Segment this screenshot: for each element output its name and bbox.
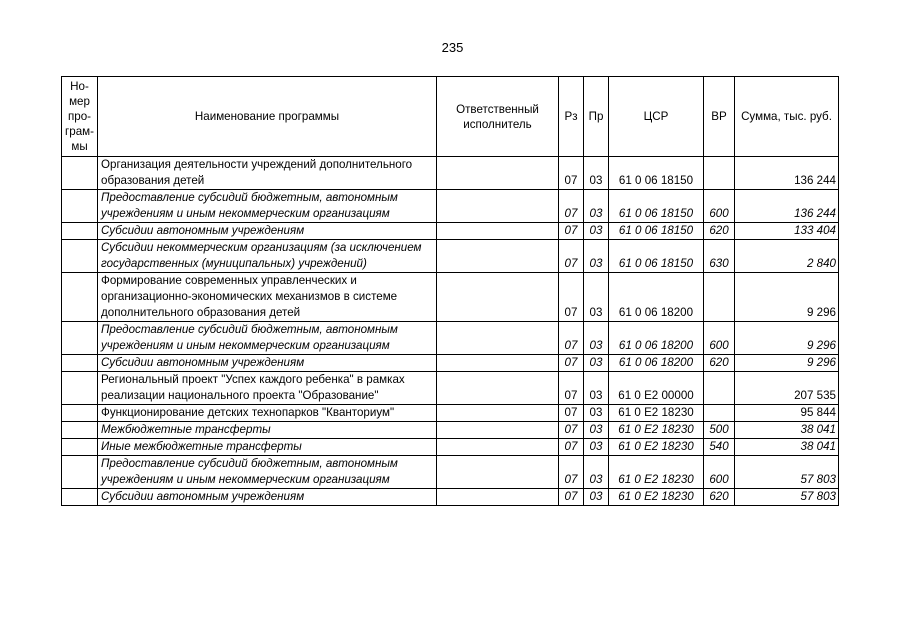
table-row [62, 273, 839, 322]
vr-cell: 600 [704, 456, 735, 489]
table-row [62, 456, 839, 489]
rz-cell: 07 [559, 456, 584, 489]
table-row [62, 355, 839, 372]
csr-cell: 61 0 06 18200 [609, 355, 704, 372]
pr-cell: 03 [584, 372, 609, 405]
pr-cell: 03 [584, 240, 609, 273]
header-vr: ВР [704, 77, 735, 157]
pr-cell: 03 [584, 405, 609, 422]
table-row [62, 422, 839, 439]
sum-cell: 136 244 [735, 190, 839, 223]
rz-cell: 07 [559, 372, 584, 405]
program-name-cell: Субсидии автономным учреждениям [98, 489, 437, 506]
program-number-cell [62, 439, 98, 456]
program-name-cell: Предоставление субсидий бюджетным, автономным учреждениям и иным некоммерческим организациям [98, 190, 437, 223]
budget-table [61, 76, 839, 506]
program-name-cell: Предоставление субсидий бюджетным, автономным учреждениям и иным некоммерческим организациям [98, 322, 437, 355]
program-number-cell [62, 273, 98, 322]
rz-cell: 07 [559, 422, 584, 439]
program-name-cell: Организация деятельности учреждений дополнительного образования детей [98, 157, 437, 190]
vr-cell: 630 [704, 240, 735, 273]
program-name-cell: Субсидии автономным учреждениям [98, 223, 437, 240]
program-name-cell: Формирование современных управленческих и организационно-экономических механизмов в системе дополнительного образования детей [98, 273, 437, 322]
program-number-cell [62, 422, 98, 439]
csr-cell: 61 0 06 18150 [609, 240, 704, 273]
vr-cell: 540 [704, 439, 735, 456]
header-program-name: Наименование программы [98, 77, 437, 157]
responsible-cell [437, 190, 559, 223]
table-body [62, 157, 839, 506]
sum-cell: 38 041 [735, 422, 839, 439]
csr-cell: 61 0 E2 18230 [609, 405, 704, 422]
pr-cell: 03 [584, 439, 609, 456]
table-row [62, 157, 839, 190]
header-responsible: Ответственный исполнитель [437, 77, 559, 157]
rz-cell: 07 [559, 273, 584, 322]
sum-cell: 136 244 [735, 157, 839, 190]
vr-cell: 620 [704, 223, 735, 240]
sum-cell: 133 404 [735, 223, 839, 240]
sum-cell: 57 803 [735, 489, 839, 506]
vr-cell [704, 157, 735, 190]
sum-cell: 95 844 [735, 405, 839, 422]
sum-cell: 38 041 [735, 439, 839, 456]
table-row [62, 322, 839, 355]
responsible-cell [437, 372, 559, 405]
table-row [62, 489, 839, 506]
table-row [62, 405, 839, 422]
pr-cell: 03 [584, 322, 609, 355]
program-number-cell [62, 456, 98, 489]
responsible-cell [437, 355, 559, 372]
rz-cell: 07 [559, 489, 584, 506]
rz-cell: 07 [559, 157, 584, 190]
header-sum: Сумма, тыс. руб. [735, 77, 839, 157]
program-name-cell: Иные межбюджетные трансферты [98, 439, 437, 456]
rz-cell: 07 [559, 355, 584, 372]
vr-cell [704, 273, 735, 322]
table-row [62, 439, 839, 456]
sum-cell: 207 535 [735, 372, 839, 405]
program-number-cell [62, 157, 98, 190]
csr-cell: 61 0 06 18200 [609, 322, 704, 355]
table-row [62, 223, 839, 240]
csr-cell: 61 0 E2 18230 [609, 439, 704, 456]
program-number-cell [62, 223, 98, 240]
program-name-cell: Функционирование детских технопарков "Кванториум" [98, 405, 437, 422]
program-number-cell [62, 240, 98, 273]
rz-cell: 07 [559, 405, 584, 422]
responsible-cell [437, 422, 559, 439]
responsible-cell [437, 489, 559, 506]
program-name-cell: Региональный проект "Успех каждого ребенка" в рамках реализации национального проекта "Образование" [98, 372, 437, 405]
table-row [62, 372, 839, 405]
responsible-cell [437, 439, 559, 456]
vr-cell: 500 [704, 422, 735, 439]
csr-cell: 61 0 06 18150 [609, 157, 704, 190]
sum-cell: 2 840 [735, 240, 839, 273]
rz-cell: 07 [559, 240, 584, 273]
responsible-cell [437, 456, 559, 489]
program-name-cell: Субсидии автономным учреждениям [98, 355, 437, 372]
header-csr: ЦСР [609, 77, 704, 157]
program-number-cell [62, 322, 98, 355]
csr-cell: 61 0 06 18150 [609, 190, 704, 223]
responsible-cell [437, 322, 559, 355]
table-row [62, 240, 839, 273]
rz-cell: 07 [559, 223, 584, 240]
responsible-cell [437, 240, 559, 273]
responsible-cell [437, 223, 559, 240]
header-rz: Рз [559, 77, 584, 157]
vr-cell: 620 [704, 489, 735, 506]
rz-cell: 07 [559, 439, 584, 456]
program-number-cell [62, 489, 98, 506]
csr-cell: 61 0 E2 18230 [609, 489, 704, 506]
pr-cell: 03 [584, 273, 609, 322]
vr-cell [704, 405, 735, 422]
csr-cell: 61 0 E2 18230 [609, 422, 704, 439]
page-number: 235 [441, 40, 464, 55]
program-number-cell [62, 405, 98, 422]
csr-cell: 61 0 E2 00000 [609, 372, 704, 405]
program-number-cell [62, 372, 98, 405]
pr-cell: 03 [584, 355, 609, 372]
csr-cell: 61 0 06 18200 [609, 273, 704, 322]
csr-cell: 61 0 E2 18230 [609, 456, 704, 489]
pr-cell: 03 [584, 422, 609, 439]
program-number-cell [62, 355, 98, 372]
program-number-cell [62, 190, 98, 223]
pr-cell: 03 [584, 223, 609, 240]
table-row [62, 190, 839, 223]
responsible-cell [437, 157, 559, 190]
pr-cell: 03 [584, 456, 609, 489]
responsible-cell [437, 405, 559, 422]
pr-cell: 03 [584, 190, 609, 223]
vr-cell [704, 372, 735, 405]
header-program-number: Но-мер про-грам-мы [62, 77, 98, 157]
vr-cell: 600 [704, 322, 735, 355]
pr-cell: 03 [584, 489, 609, 506]
header-pr: Пр [584, 77, 609, 157]
pr-cell: 03 [584, 157, 609, 190]
sum-cell: 9 296 [735, 355, 839, 372]
sum-cell: 9 296 [735, 322, 839, 355]
sum-cell: 9 296 [735, 273, 839, 322]
rz-cell: 07 [559, 322, 584, 355]
table-header-row [62, 77, 839, 157]
program-name-cell: Субсидии некоммерческим организациям (за исключением государственных (муниципальных) учреждений) [98, 240, 437, 273]
vr-cell: 620 [704, 355, 735, 372]
program-name-cell: Межбюджетные трансферты [98, 422, 437, 439]
csr-cell: 61 0 06 18150 [609, 223, 704, 240]
rz-cell: 07 [559, 190, 584, 223]
sum-cell: 57 803 [735, 456, 839, 489]
responsible-cell [437, 273, 559, 322]
program-name-cell: Предоставление субсидий бюджетным, автономным учреждениям и иным некоммерческим организациям [98, 456, 437, 489]
vr-cell: 600 [704, 190, 735, 223]
